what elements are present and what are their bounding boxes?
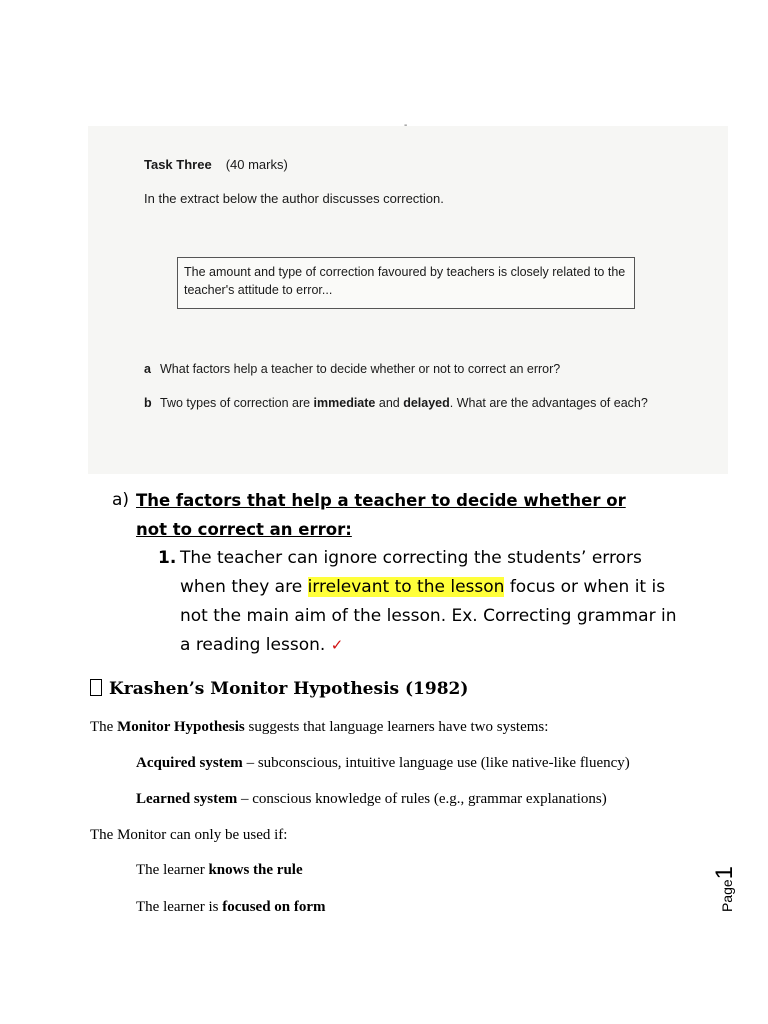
acquired-system-label: Acquired system (136, 755, 243, 771)
krashen-heading (90, 679, 468, 699)
task-title: Task Three (144, 157, 212, 172)
scan-mark: - (404, 120, 408, 131)
condition-knows-rule (136, 862, 303, 879)
condition-knows-rule-pre: The learner (136, 862, 209, 878)
learned-system-item (136, 791, 607, 808)
answer-list-item (158, 544, 692, 660)
condition-focused-form-pre: The learner is (136, 899, 223, 915)
check-mark-icon: ✓ (330, 636, 344, 654)
question-a-letter: a (144, 362, 151, 376)
monitor-intro-post: suggests that language learners have two systems: (244, 719, 549, 735)
question-b-text-pre: Two types of correction are (160, 396, 314, 410)
scanned-exam-image (88, 120, 728, 474)
monitor-conditions-intro: The Monitor can only be used if: (90, 827, 288, 843)
acquired-system-item (136, 755, 630, 772)
task-heading (144, 157, 288, 172)
highlighted-text: irrelevant to the lesson (307, 577, 505, 597)
missing-glyph-icon (90, 679, 102, 696)
answer-item-post: focus or when it is not the main aim of the lesson. Ex. Correcting grammar in a reading lesson. (180, 577, 677, 655)
learned-system-label: Learned system (136, 791, 238, 807)
question-a-text: What factors help a teacher to decide whether or not to correct an error? (160, 362, 561, 376)
question-b-immediate: immediate (313, 396, 376, 410)
condition-focused-form-bold: focused on form (222, 899, 326, 915)
question-b-letter: b (144, 396, 152, 410)
krashen-title: Krashen’s Monitor Hypothesis (1982) (109, 679, 469, 699)
answer-heading (112, 486, 692, 544)
quote-box: The amount and type of correction favoured by teachers is closely related to the teacher's attitude to error... (177, 257, 635, 309)
question-b (144, 396, 648, 410)
monitor-intro-pre: The (90, 719, 118, 735)
answer-label: a) (112, 490, 130, 510)
answer-item-text (180, 544, 680, 660)
page-number-value: 1 (711, 865, 738, 880)
acquired-system-text: – subconscious, intuitive language use (like native-like fluency) (242, 755, 630, 771)
page-word: Page (719, 879, 735, 913)
answer-section (112, 486, 692, 660)
answer-heading-text: The factors that help a teacher to decide whether or not to correct an error: (136, 491, 626, 539)
task-intro: In the extract below the author discusses correction. (144, 191, 444, 206)
monitor-intro (90, 719, 548, 736)
question-a (144, 362, 560, 376)
learned-system-text: – conscious knowledge of rules (e.g., grammar explanations) (237, 791, 607, 807)
question-b-text-mid: and (375, 396, 404, 410)
condition-focused-form (136, 899, 326, 916)
answer-item-number: 1. (158, 548, 177, 568)
answer-item-pre: The teacher can ignore correcting the students’ errors when they are (180, 548, 642, 597)
question-b-delayed: delayed (403, 396, 450, 410)
question-b-text-post: . What are the advantages of each? (449, 396, 648, 410)
condition-knows-rule-bold: knows the rule (208, 862, 303, 878)
task-marks: (40 marks) (225, 157, 288, 172)
page-number (700, 862, 750, 916)
monitor-intro-bold: Monitor Hypothesis (117, 719, 245, 735)
